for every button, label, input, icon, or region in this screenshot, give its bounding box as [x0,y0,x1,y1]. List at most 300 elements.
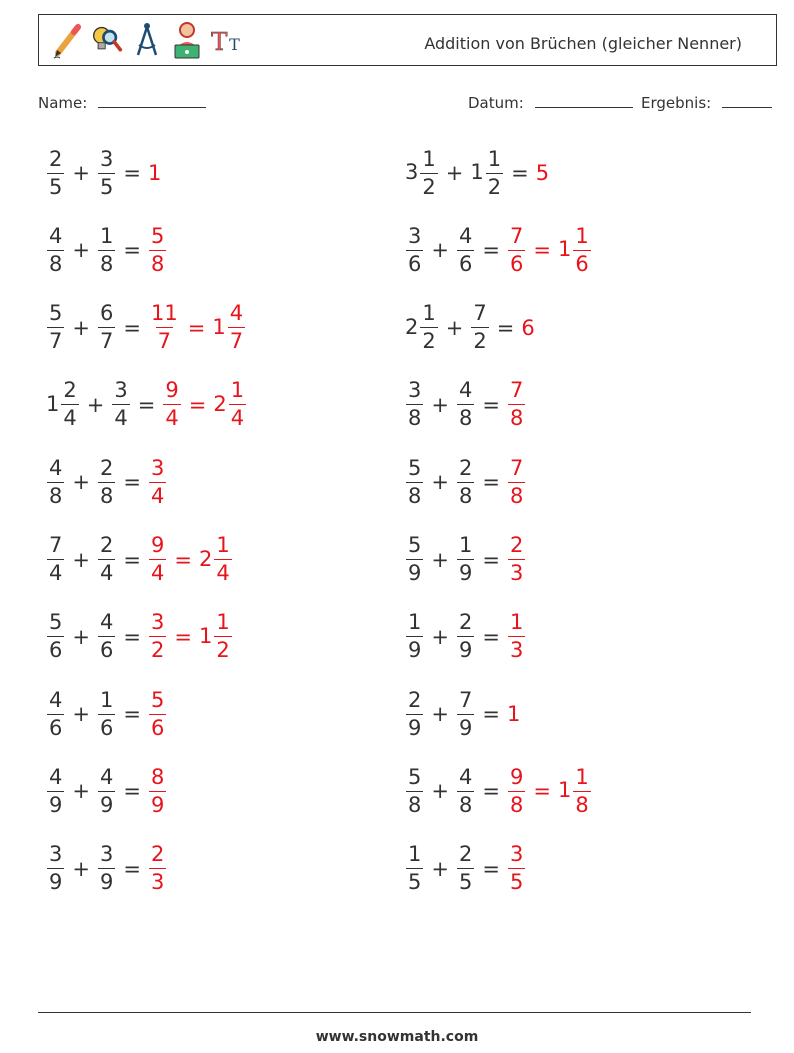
fraction [406,844,423,893]
denominator: 6 [49,715,63,740]
denominator: 6 [458,251,473,276]
numerator: 5 [150,687,165,712]
term [456,223,475,276]
fraction [47,146,64,199]
plus-sign: + [72,624,90,649]
denominator: 2 [216,638,230,663]
answer-term [536,161,550,185]
answer-term [507,223,526,276]
fraction [149,764,166,817]
denominator: 2 [487,174,502,199]
denominator: 5 [99,174,114,199]
problem-row [405,684,521,744]
denominator: 9 [458,715,473,740]
numerator: 5 [49,301,63,326]
fraction [486,146,503,199]
term [405,303,439,352]
answer-term [148,535,167,584]
denominator: 8 [49,483,63,508]
plus-sign: + [431,392,449,417]
denominator: 7 [229,329,244,354]
header-icons [51,20,243,60]
equals-sign: = [123,624,141,649]
name-blank[interactable] [98,93,206,108]
problem-row [405,143,550,203]
denominator: 4 [165,406,179,431]
numerator: 4 [458,378,473,403]
fraction [228,303,245,352]
fraction [457,844,474,893]
fraction [149,535,166,584]
fraction [508,223,525,276]
fraction [98,223,115,276]
pencil-icon [51,20,83,60]
problem-row [46,530,233,590]
denominator: 4 [216,561,230,585]
equals-sign: = [123,161,141,185]
fraction [149,303,180,352]
numerator: 5 [408,764,422,789]
footer-url: www.snowmath.com [315,1029,479,1045]
problem-row [46,684,167,744]
result-field [641,93,772,112]
lightbulb-magnifier-icon [91,20,123,60]
footer-divider [38,1012,751,1013]
whole-number: 2 [198,546,213,571]
denominator: 2 [473,329,487,354]
numerator: 3 [408,223,422,248]
term [97,687,116,740]
numerator: 3 [49,842,63,867]
numerator: 1 [216,533,230,557]
fraction [112,380,129,429]
answer-term [557,764,592,817]
term [46,146,65,199]
fraction [214,535,231,584]
answer-term [148,455,167,508]
plus-sign: + [431,547,449,572]
denominator: 7 [99,329,114,354]
plus-sign: + [431,624,449,649]
numerator: 1 [99,223,114,248]
answer-term [148,612,167,661]
plus-sign: + [445,315,464,340]
numerator: 3 [509,842,524,867]
term [405,380,424,429]
svg-text:T: T [211,27,228,57]
problem-row [405,607,526,667]
whole-number: 1 [506,702,521,727]
answer-term [148,687,167,740]
denominator: 8 [408,792,422,817]
denominator: 6 [99,638,114,663]
term [405,146,439,199]
fraction [420,146,437,199]
fraction [457,687,474,740]
whole-number: 2 [405,314,419,339]
denominator: 8 [509,406,524,431]
fraction [457,612,474,661]
term [405,223,424,276]
fraction [98,687,115,740]
fraction [149,223,166,276]
numerator: 1 [216,610,230,635]
term [405,455,424,508]
fraction [214,612,231,661]
equals-sign: = [482,547,500,572]
numerator: 5 [150,223,165,248]
plus-sign: + [72,779,90,804]
date-field [468,93,633,112]
numerator: 4 [49,687,63,712]
plus-sign: + [72,547,90,572]
denominator: 5 [509,870,524,895]
whole-number: 3 [405,160,419,184]
whole-number: 1 [470,160,484,184]
denominator: 2 [422,174,436,199]
denominator: 8 [99,251,114,276]
numerator: 4 [458,223,473,248]
fraction [163,380,180,429]
fraction [47,303,64,352]
fraction [457,223,474,276]
fraction [47,535,64,584]
numerator: 9 [165,378,179,403]
numerator: 6 [99,301,114,326]
term [405,535,424,584]
equals-sign: = [123,470,141,495]
term [97,764,116,817]
plus-sign: + [72,161,90,185]
numerator: 2 [509,533,524,557]
result-label: Ergebnis: [641,94,712,112]
answer-term [148,161,162,185]
numerator: 2 [458,842,473,867]
numerator: 3 [99,146,114,171]
term [46,687,65,740]
fraction [406,612,423,661]
term [456,687,475,740]
fraction [98,303,115,352]
fraction [406,223,423,276]
answer-term [199,612,233,661]
numerator: 5 [408,455,422,480]
denominator: 8 [99,483,114,508]
answer-term [507,380,526,429]
equals-sign: = [123,238,141,263]
denominator: 5 [458,870,473,895]
answer-term [557,223,592,276]
problem-row [405,530,526,590]
equals-sign: = [482,702,500,727]
fraction [47,612,64,661]
equals-sign: = [496,315,515,340]
fraction [457,380,474,429]
problem-row [46,220,167,280]
problem-row [46,452,167,512]
denominator: 4 [114,406,128,431]
term [97,535,116,584]
term [46,844,65,893]
plus-sign: + [431,470,449,495]
denominator: 6 [575,251,589,276]
term [46,223,65,276]
answer-term [213,380,247,429]
denominator: 6 [99,715,114,740]
answer-term [507,844,526,893]
plus-sign: + [72,315,90,340]
date-label: Datum: [468,94,524,112]
numerator: 2 [63,378,77,403]
denominator: 5 [408,870,422,895]
denominator: 7 [157,329,172,354]
plus-sign: + [86,392,105,417]
numerator: 4 [99,610,114,635]
term [97,612,116,661]
numerator: 7 [509,378,524,403]
denominator: 9 [49,792,63,817]
worksheet-title: Addition von Brüchen (gleicher Nenner) [424,34,742,53]
plus-sign: + [72,856,90,881]
term [405,612,424,661]
answer-term [521,316,535,340]
fraction [98,535,115,584]
fraction [406,380,423,429]
numerator: 1 [458,533,473,557]
denominator: 4 [49,561,63,585]
numerator: 2 [458,455,473,480]
answer-term [507,612,526,661]
plus-sign: + [431,238,449,263]
fraction [508,764,525,817]
whole-number: 1 [46,391,60,416]
answer-term [507,535,526,584]
numerator: 4 [49,455,63,480]
term [46,455,65,508]
fraction [98,146,115,199]
denominator: 9 [408,561,422,585]
denominator: 9 [150,792,165,817]
fraction [406,764,423,817]
equals-sign: = [123,547,141,572]
numerator: 2 [99,455,114,480]
whole-number: 1 [557,237,572,262]
answer-term [212,303,246,352]
plus-sign: + [72,702,90,727]
numerator: 1 [422,301,436,326]
answer-term [148,303,181,352]
denominator: 8 [49,251,63,276]
denominator: 6 [509,251,524,276]
term [456,612,475,661]
denominator: 6 [150,715,165,740]
denominator: 4 [63,406,77,431]
fraction [98,844,115,893]
term [97,146,116,199]
plus-sign: + [431,702,449,727]
answer-equals-sign: = [187,315,206,340]
plus-sign: + [72,470,90,495]
equals-sign: = [511,161,529,185]
fraction [471,303,488,352]
term [46,303,65,352]
answer-term [162,380,181,429]
result-blank[interactable] [722,93,772,108]
denominator: 3 [509,561,524,585]
denominator: 9 [99,870,114,895]
numerator: 7 [509,455,524,480]
problem-row [46,298,246,358]
fraction [47,455,64,508]
problem-row [46,607,233,667]
numerator: 3 [150,610,165,635]
denominator: 8 [458,406,473,431]
numerator: 3 [408,378,422,403]
equals-sign: = [123,702,141,727]
term [405,687,424,740]
fraction [149,844,166,893]
answer-equals-sign: = [533,238,551,263]
denominator: 8 [458,792,473,817]
numerator: 1 [487,146,502,171]
problem-row [405,839,526,899]
fraction [508,380,525,429]
fraction [149,455,166,508]
term [456,455,475,508]
problem-row [46,375,247,435]
fraction [47,764,64,817]
denominator: 3 [150,870,165,895]
term [46,535,65,584]
answer-term [148,764,167,817]
equals-sign: = [482,392,500,417]
fraction [457,764,474,817]
equals-sign: = [123,856,141,881]
numerator: 7 [473,301,487,326]
plus-sign: + [431,856,449,881]
fraction [508,612,525,661]
numerator: 2 [458,610,473,635]
term [97,223,116,276]
numerator: 1 [408,610,422,635]
plus-sign: + [445,161,464,185]
numerator: 1 [230,378,245,403]
numerator: 3 [150,455,165,480]
whole-number: 2 [213,391,227,416]
numerator: 3 [99,842,114,867]
numerator: 4 [229,301,244,326]
equals-sign: = [482,779,500,804]
date-blank[interactable] [535,93,633,108]
fraction [98,612,115,661]
numerator: 1 [575,764,589,789]
plus-sign: + [431,779,449,804]
numerator: 2 [150,842,165,867]
fraction [508,455,525,508]
denominator: 8 [509,792,524,817]
denominator: 5 [49,174,63,199]
name-label: Name: [38,94,88,112]
problem-row [46,839,167,899]
denominator: 8 [575,792,589,817]
fraction [149,612,166,661]
fraction [406,687,423,740]
problem-row [405,375,526,435]
term [97,303,116,352]
denominator: 8 [408,483,422,508]
answer-term [148,223,167,276]
problem-row [405,761,592,821]
whole-number: 1 [147,161,162,185]
plus-sign: + [72,238,90,263]
numerator: 2 [408,687,422,712]
name-field [38,93,206,112]
answer-term [199,535,233,584]
fraction [573,764,590,817]
fraction [406,535,423,584]
fraction [573,223,590,276]
denominator: 6 [49,638,63,663]
numerator: 4 [49,223,63,248]
denominator: 9 [99,792,114,817]
fraction [47,844,64,893]
denominator: 8 [150,251,165,276]
term [97,844,116,893]
numerator: 4 [49,764,63,789]
fraction [47,223,64,276]
fraction [98,455,115,508]
whole-number: 1 [212,314,226,339]
term [111,380,130,429]
equals-sign: = [482,624,500,649]
numerator: 3 [114,378,128,403]
numerator: 1 [575,223,589,248]
denominator: 2 [422,329,436,354]
numerator: 4 [458,764,473,789]
equals-sign: = [482,856,500,881]
numerator: 7 [458,687,473,712]
compass-icon [131,20,163,60]
numerator: 11 [150,301,178,326]
fraction [149,687,166,740]
fraction [457,535,474,584]
denominator: 9 [49,870,63,895]
equals-sign: = [123,779,141,804]
numerator: 9 [509,764,524,789]
denominator: 8 [408,406,422,431]
denominator: 4 [230,406,245,431]
whole-number: 6 [521,315,535,340]
problem-row [405,298,536,358]
term [470,303,489,352]
fraction [508,535,525,584]
numerator: 1 [422,146,436,171]
denominator: 9 [458,561,473,585]
answer-term [507,764,526,817]
denominator: 7 [49,329,63,354]
svg-text:T: T [229,35,240,55]
term [405,764,424,817]
term [97,455,116,508]
denominator: 4 [150,483,165,508]
term [46,380,80,429]
denominator: 9 [408,715,422,740]
whole-number: 1 [198,623,213,648]
answer-term [507,455,526,508]
answer-equals-sign: = [188,392,207,417]
numerator: 1 [99,687,114,712]
equals-sign: = [482,470,500,495]
